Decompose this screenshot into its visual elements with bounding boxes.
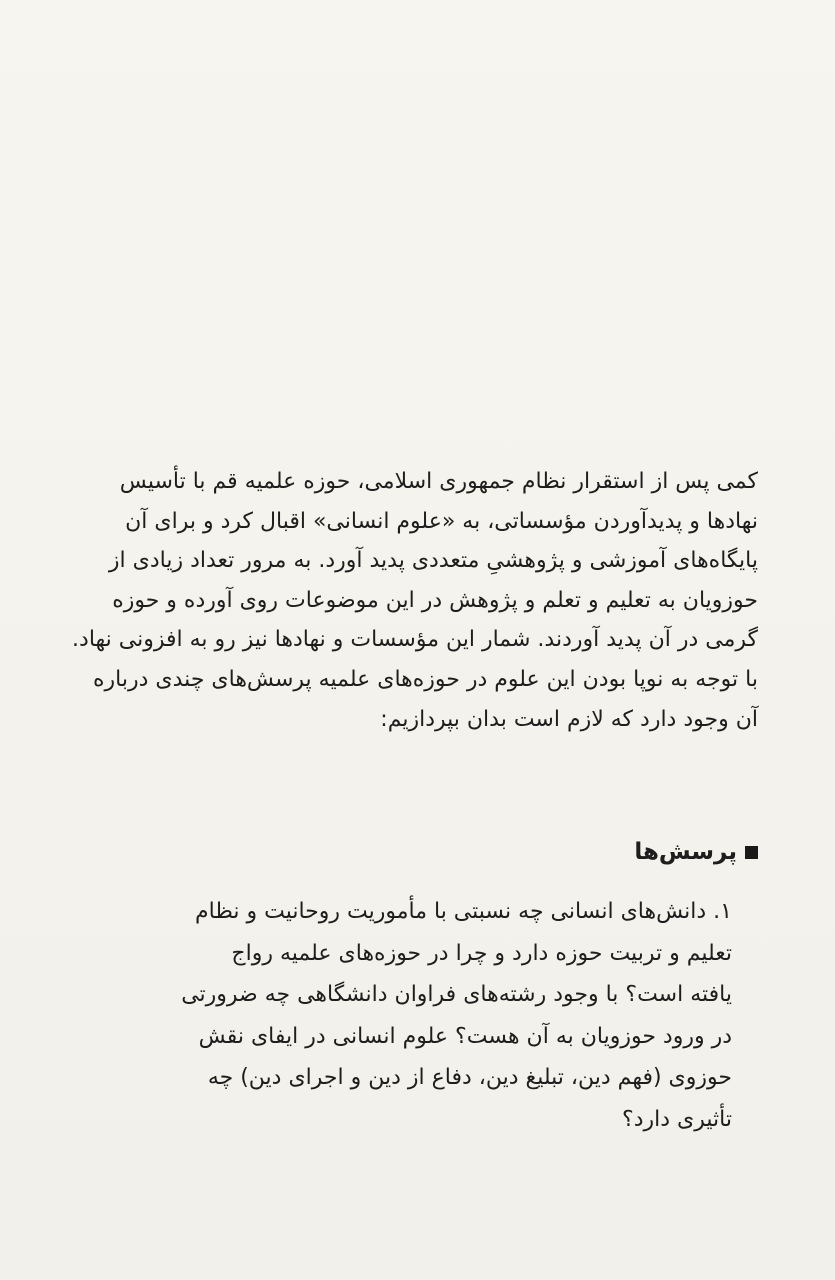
question-list-item	[112, 891, 732, 1140]
intro-line: با توجه به نوپا بودن این علوم در حوزه‌های علمیه پرسش‌های چندی درباره	[93, 666, 758, 692]
intro-line: پایگاه‌های آموزشی و پژوهشیِ متعددی پدید آورد. به مرور تعداد زیادی از	[108, 548, 758, 574]
intro-line: آن وجود دارد که لازم است بدان بپردازیم:	[380, 706, 758, 732]
intro-line: حوزویان به تعلیم و تعلم و پژوهش در این موضوعات روی آورده و حوزه	[112, 587, 758, 613]
intro-line: نهادها و پدیدآوردن مؤسساتی، به «علوم انسانی» اقبال کرد و برای آن	[125, 508, 758, 534]
question-line: تأثیری دارد؟	[622, 1106, 732, 1132]
question-line: حوزوی (فهم دین، تبلیغ دین، دفاع از دین و اجرای دین) چه	[207, 1065, 732, 1090]
section-heading	[112, 834, 758, 870]
question-line: تعلیم و تربیت حوزه دارد و چرا در حوزه‌های علمیه رواج	[231, 940, 732, 966]
intro-line: گرمی در آن پدید آوردند. شمار این مؤسسات و نهادها نیز رو به افزونی نهاد.	[72, 627, 758, 653]
question-line: ۱. دانش‌های انسانی چه نسبتی با مأموریت روحانیت و نظام	[195, 899, 732, 924]
section-heading-label: پرسش‌ها	[634, 839, 737, 865]
question-line: در ورود حوزویان به آن هست؟ علوم انسانی در ایفای نقش	[198, 1023, 732, 1049]
square-bullet-icon	[745, 846, 758, 859]
question-line: یافته است؟ با وجود رشته‌های فراوان دانشگاهی چه ضرورتی	[181, 982, 732, 1007]
intro-line: کمی پس از استقرار نظام جمهوری اسلامی، حوزه علمیه قم با تأسیس	[119, 469, 758, 494]
intro-paragraph	[72, 462, 758, 739]
